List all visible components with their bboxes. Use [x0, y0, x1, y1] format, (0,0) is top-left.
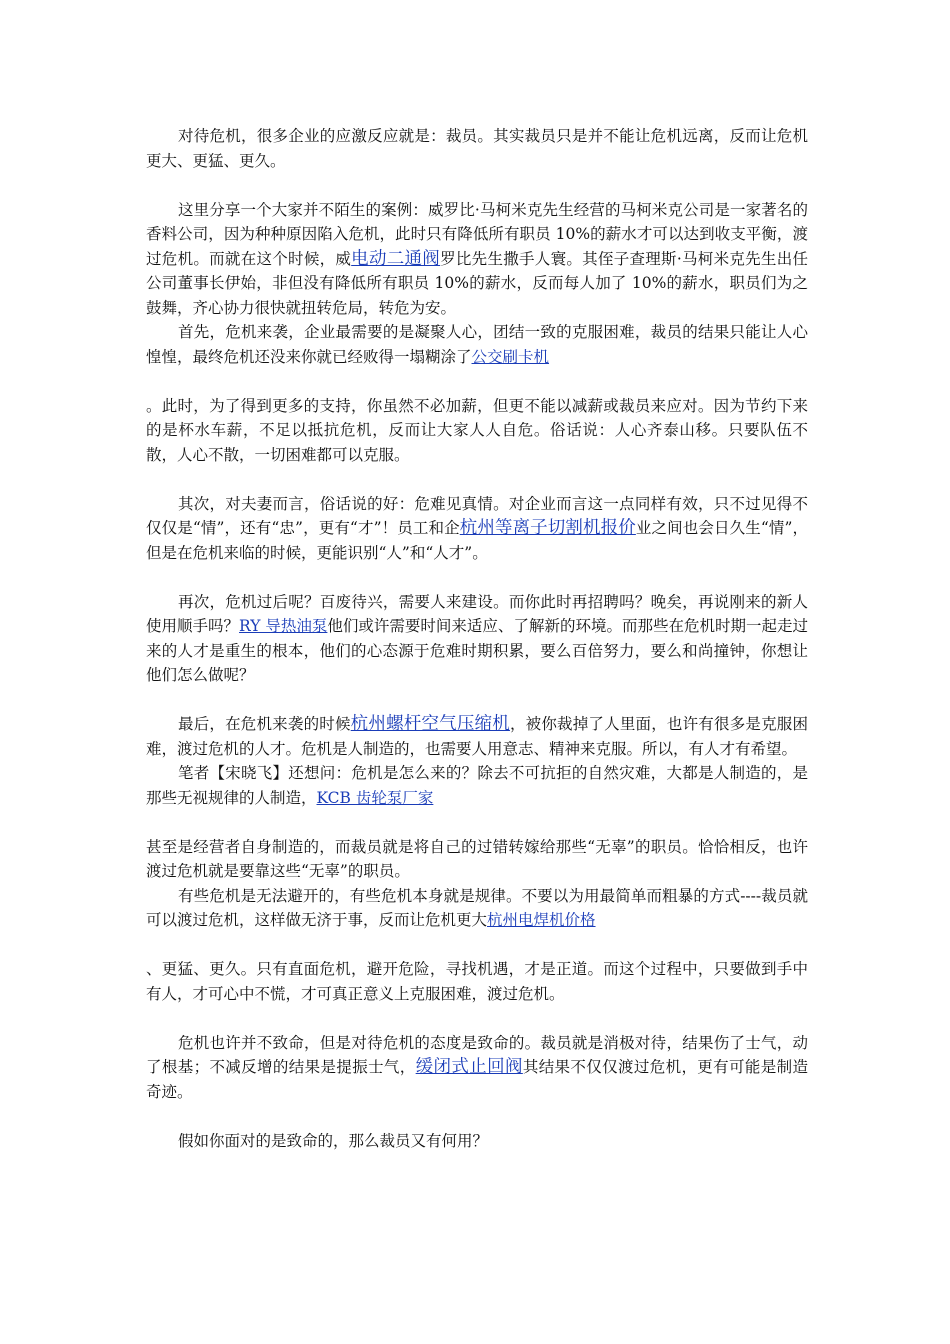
paragraph-2 [146, 198, 808, 321]
paragraph-10-text: 有些危机是无法避开的，有些危机本身就是规律。不要以为用最简单而粗暴的方式----裁员就可以渡过危机，这样做无济于事，反而让危机更大 [146, 886, 808, 929]
paragraph-6 [146, 590, 808, 688]
paragraph-5-text-b: 业之间也会日久生“情”，但是在危机来临的时候，更能识别“人”和“人才”。 [146, 519, 809, 562]
paragraph-6-text-a: 再次，危机过后呢？百废待兴，需要人来建设。而你此时再招聘吗？晚矣，再说刚来的新人使用顺手吗？ [146, 592, 808, 635]
paragraph-8-text: 笔者【宋晓飞】还想问：危机是怎么来的？除去不可抗拒的自然灾难，大都是人制造的，是那些无视规律的人制造， [146, 764, 808, 807]
link-ry-thermal-oil-pump[interactable]: RY 导热油泵 [239, 617, 328, 635]
link-slow-closing-check-valve[interactable]: 缓闭式止回阀 [415, 1057, 523, 1077]
paragraph-1: 对待危机，很多企业的应激反应就是：裁员。其实裁员只是并不能让危机远离，反而让危机更大、更猛、更久。 [146, 127, 808, 170]
paragraph-12-text-b: 其结果不仅仅渡过危机，更有可能是制造奇迹。 [146, 1058, 808, 1101]
paragraph-11: 、更猛、更久。只有直面危机，避开危险，寻找机遇，才是正道。而这个过程中，只要做到手中有人，才可心中不慌，才可真正意义上克服困难，渡过危机。 [146, 960, 808, 1003]
paragraph-7 [146, 712, 808, 761]
paragraph-3-text: 首先，危机来袭，企业最需要的是凝聚人心，团结一致的克服困难，裁员的结果只能让人心惶惶，最终危机还没来你就已经败得一塌糊涂了 [146, 323, 808, 366]
paragraph-2-text-b: 罗比先生撒手人寰。其侄子查理斯·马柯米克先生出任公司董事长伊始，非但没有降低所有职员 10%的薪水，反而每人加了 10%的薪水，职员们为之鼓舞，齐心协力很快就扭转危局，转危为安。 [146, 249, 809, 317]
link-plasma-cutter-price[interactable]: 杭州等离子切割机报价 [459, 518, 636, 538]
paragraph-3 [146, 320, 808, 369]
paragraph-12 [146, 1031, 808, 1105]
paragraph-5 [146, 492, 808, 566]
paragraph-7-text-b: ，被你裁掉了人里面，也许有很多是克服困难，渡过危机的人才。危机是人制造的，也需要人用意志、精神来克服。所以，有人才有希望。 [146, 715, 808, 758]
link-electric-two-way-valve[interactable]: 电动二通阀 [351, 248, 441, 269]
paragraph-10 [146, 884, 808, 933]
paragraph-9: 甚至是经营者自身制造的，而裁员就是将自己的过错转嫁给那些“无辜”的职员。恰恰相反，也许渡过危机就是要靠这些“无辜”的职员。 [146, 837, 808, 880]
paragraph-6-text-b: 他们或许需要时间来适应、了解新的环境。而那些在危机时期一起走过来的人才是重生的根本，他们的心态源于危难时期积累，要么百倍努力，要么和尚撞钟，你想让他们怎么做呢？ [146, 617, 808, 684]
paragraph-13: 假如你面对的是致命的，那么裁员又有何用？ [178, 1131, 489, 1150]
link-bus-card-reader[interactable]: 公交刷卡机 [471, 347, 550, 366]
document-body [146, 124, 808, 1153]
paragraph-7-text-a: 最后，在危机来袭的时候 [178, 715, 351, 733]
link-welding-machine-price[interactable]: 杭州电焊机价格 [487, 911, 596, 929]
link-kcb-gear-pump[interactable]: KCB 齿轮泵厂家 [316, 788, 434, 807]
link-screw-air-compressor[interactable]: 杭州螺杆空气压缩机 [350, 714, 510, 734]
paragraph-5-text-a: 其次，对夫妻而言，俗话说的好：危难见真情。对企业而言这一点同样有效，只不过见得不仅仅是“情”，还有“忠”，更有“才”！员工和企 [146, 494, 808, 537]
paragraph-2-text-a: 这里分享一个大家并不陌生的案例：威罗比·马柯米克先生经营的马柯米克公司是一家著名的香料公司，因为种种原因陷入危机，此时只有降低所有职员 10%的薪水才可以达到收支平衡，渡过危机。而就在这个时候，威 [146, 200, 808, 268]
paragraph-4: 。此时，为了得到更多的支持，你虽然不必加薪，但更不能以减薪或裁员来应对。因为节约下来的是杯水车薪，不足以抵抗危机，反而让大家人人自危。俗话说：人心齐泰山移。只要队伍不散，人心不散，一切困难都可以克服。 [146, 396, 808, 464]
paragraph-12-text-a: 危机也许并不致命，但是对待危机的态度是致命的。裁员就是消极对待，结果伤了士气，动了根基；不减反增的结果是提振士气， [146, 1033, 808, 1076]
paragraph-8 [146, 761, 808, 810]
